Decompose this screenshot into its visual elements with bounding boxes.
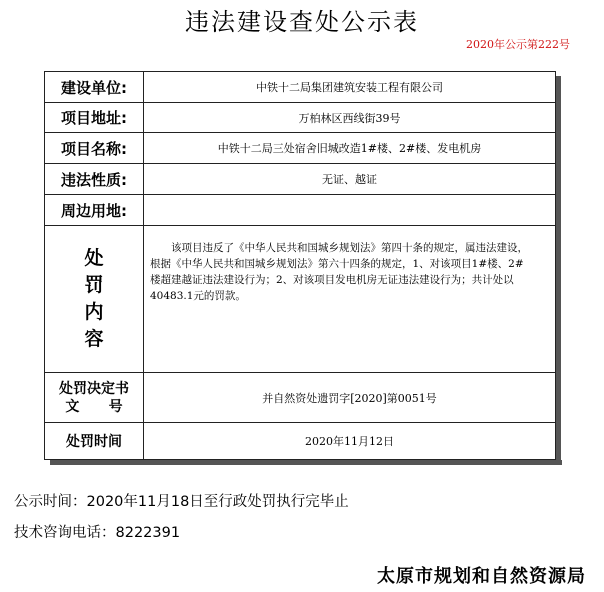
surrounding-land-label: 周边用地: (45, 195, 144, 225)
penalty-time-value: 2020年11月12日 (305, 435, 394, 448)
violation-nature-value: 无证、越证 (322, 173, 377, 186)
penalty-label-char-1: 处 (84, 247, 104, 269)
construction-unit-value: 中铁十二局集团建筑安装工程有限公司 (256, 81, 443, 94)
contact-phone: 技术咨询电话：8222391 (14, 525, 181, 541)
penalty-label-char-2: 罚 (84, 274, 104, 296)
row-surrounding-land (45, 195, 555, 226)
notice-number: 2020年公示第222号 (466, 38, 570, 51)
row-construction-unit (45, 72, 555, 103)
page-title: 违法建设查处公示表 (185, 8, 419, 36)
row-project-address (45, 103, 555, 133)
publicity-time: 公示时间：2020年11月18日至行政处罚执行完毕止 (14, 494, 349, 510)
decision-document-label (45, 373, 144, 422)
penalty-content-value: 该项目违反了《中华人民共和国城乡规划法》第四十条的规定，属违法建设，根据《中华人民共和国城乡规划法》第六十四条的规定，1、对该项目1#楼、2#楼超建越证违法建设行为；2、对该项目发电机房无证违法建设行为；共计处以40483.1元的罚款。 (150, 242, 528, 302)
project-address-value: 万柏林区西线街39号 (298, 111, 401, 125)
violation-nature-label: 违法性质: (45, 164, 144, 194)
row-project-name (45, 133, 555, 164)
issuing-authority: 太原市规划和自然资源局 (377, 566, 586, 587)
table-shadow-right (556, 76, 561, 463)
penalty-time-label: 处罚时间 (45, 423, 144, 459)
table-shadow-bottom (50, 460, 562, 465)
penalty-label-char-3: 内 (84, 301, 104, 323)
row-penalty-content (45, 226, 555, 373)
decision-label-line1: 处罚决定书 (59, 380, 129, 397)
construction-unit-label: 建设单位: (45, 72, 144, 102)
decision-label-line2: 文 号 (65, 398, 123, 415)
penalty-label-char-4: 容 (84, 328, 104, 350)
project-address-label: 项目地址: (45, 103, 144, 132)
decision-document-value: 并自然资处遗罚字[2020]第0051号 (262, 391, 437, 405)
row-decision-document (45, 373, 555, 423)
row-violation-nature (45, 164, 555, 195)
surrounding-land-value (144, 195, 555, 225)
penalty-content-label (45, 226, 144, 372)
project-name-value: 中铁十二局三处宿舍旧城改造1#楼、2#楼、发电机房 (217, 142, 482, 155)
row-penalty-time (45, 423, 555, 459)
violation-table (44, 71, 556, 460)
project-name-label: 项目名称: (45, 133, 144, 163)
